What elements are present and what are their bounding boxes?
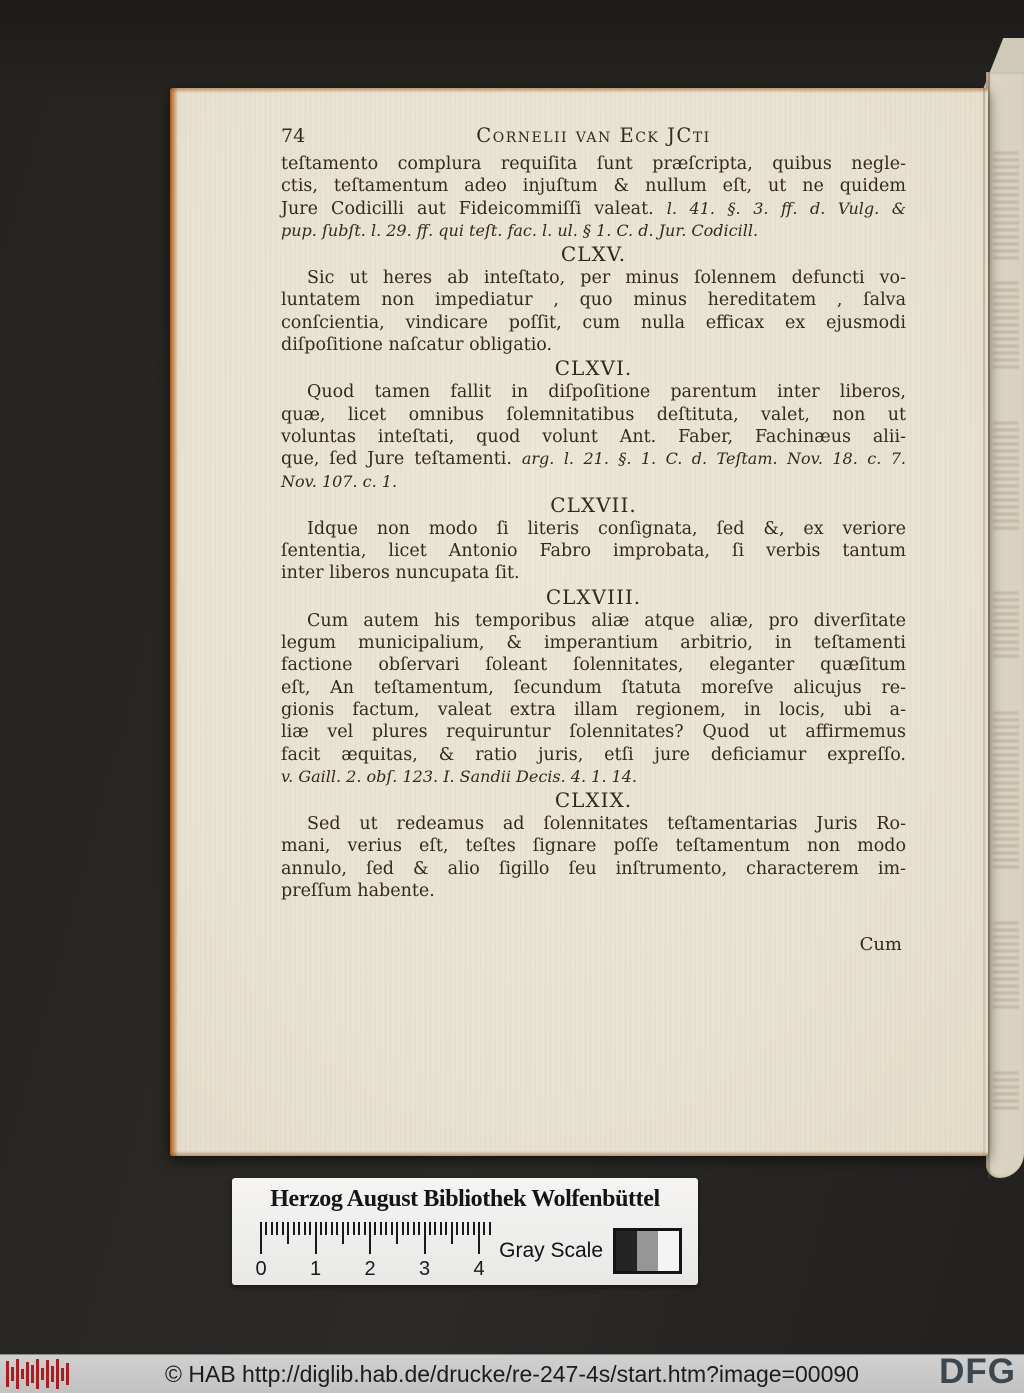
ruler-tick [429,1222,431,1235]
library-label-title: Herzog August Bibliothek Wolfenbüttel [270,1186,660,1212]
gray-swatch [637,1231,658,1271]
label-ruler-row [255,1222,682,1280]
text-line: Nov. 107. c. 1. [281,471,398,491]
ruler-number: 3 [418,1258,431,1280]
gray-swatch [616,1231,637,1271]
gray-scale-group [499,1228,682,1274]
barcode-bar [61,1368,64,1381]
text-line: Sic ut heres ab inteſtato, per minus ſolennem defuncti vo- [307,268,906,289]
ruler-number: 4 [473,1258,485,1280]
ruler-tick [369,1222,371,1254]
ruler-tick [456,1222,458,1235]
ruler-tick [424,1222,426,1254]
ruler-tick [315,1222,317,1254]
show-through-text [993,712,1019,872]
footer-bar [0,1354,1024,1393]
ruler-tick [396,1222,398,1244]
text-line: Idque non modo ſi literis conſignata, ſed &, ex veriore [307,518,906,539]
ruler-tick [325,1222,327,1235]
text-line: facit æquitas, & ratio juris, etſi jure deficiamur expreſſo. [281,744,906,765]
text-line: luntatem non impediatur , quo minus hereditatem , ſalva [281,290,906,311]
barcode-bar [11,1367,14,1381]
paragraph [281,813,906,902]
barcode-bar [51,1366,54,1382]
ruler-tick [293,1222,295,1235]
paragraph [281,153,906,242]
library-label [232,1178,698,1285]
section-heading: CLXVI. [554,356,633,381]
barcode-bar [21,1369,24,1379]
ruler-tick [276,1222,278,1235]
ruler-tick [462,1222,464,1235]
barcode-bar [16,1359,19,1389]
text-line: Jure Codicilli aut Fideicommiſſi valeat. l. 41. §. 3. ff. d. Vulg. & [281,198,907,219]
section-heading: CLXV. [560,242,627,267]
book-page [170,88,988,1156]
page-right-crease [983,88,985,1156]
ruler-tick [434,1222,436,1235]
ruler-tick [265,1222,267,1235]
gray-scale-swatches [613,1228,682,1274]
show-through-text [993,1072,1019,1112]
page-text-area [281,124,906,955]
ruler-tick [309,1222,311,1235]
ruler-number: 1 [309,1258,322,1280]
ruler-tick [331,1222,333,1235]
text-line: liæ vel plures requiruntur ſolennitates? Quod ut affirmemus [281,722,906,743]
ruler-tick [478,1222,480,1254]
copyright-url-text: © HAB http://diglib.hab.de/drucke/re-247-4s/start.htm?image=00090 [165,1360,859,1387]
text-line: teſtamento complura requiſita ſunt præſcripta, quibus negle- [281,154,906,174]
ruler-tick [451,1222,453,1244]
ruler-tick [260,1222,262,1254]
text-line: preſſum habente. [281,881,435,902]
barcode-bar [31,1365,34,1383]
ruler-tick [364,1222,366,1235]
text-line: Sed ut redeamus ad ſolennitates teſtamentarias Juris Ro- [307,814,906,835]
text-line: annulo, ſed & alio ſigillo ſeu inſtrumento, characterem im- [281,858,906,879]
barcode-bar [26,1362,29,1386]
text-line: que, ſed Jure teſtamenti. arg. l. 21. §. 1. C. d. Teſtam. Nov. 18. c. 7. [281,449,906,470]
show-through-text [993,152,1019,262]
section-heading: CLXIX. [554,788,633,813]
text-line: Cum autem his temporibus aliæ atque aliæ, pro diverſitate [307,610,906,631]
ruler-tick [298,1222,300,1235]
text-line: ctis, teſtamentum adeo injuſtum & nullum eſt, ut ne quidem [281,176,906,197]
section-heading: CLXVIII. [545,584,642,609]
ruler-tick [407,1222,409,1235]
text-line: eſt, An teſtamentum, ſecundum ſtatuta moreſve alicujus re- [281,677,906,698]
running-header: Cornelii van Eck JCti [476,124,711,147]
ruler-tick [489,1222,491,1235]
text-line: mani, verius eſt, teſtes ſignare poſſe teſtamentum non modo [281,836,906,857]
text-line: quæ, licet omnibus ſolemnitatibus deſtituta, valet, non ut [281,404,906,425]
page-edge-line [988,72,990,1178]
paragraph [281,381,906,492]
hab-barcode-logo-icon [6,1358,71,1390]
ruler-tick [342,1222,344,1244]
cm-ruler [255,1222,485,1280]
ruler-tick [358,1222,360,1235]
ruler-tick [413,1222,415,1235]
paragraph [281,610,906,788]
ruler-tick [304,1222,306,1235]
ruler-tick [385,1222,387,1235]
text-line: ſententia, licet Antonio Fabro improbata, ſi verbis tantum [281,541,906,562]
text-line: inter liberos nuncupata ſit. [281,563,520,584]
dfg-logo: DFG [939,1352,1016,1391]
ruler-tick [402,1222,404,1235]
gray-swatch [658,1231,679,1271]
show-through-text [993,282,1019,372]
ruler-number: 0 [255,1258,267,1280]
page-body-text [281,153,906,902]
text-line: conſcientia, vindicare poſſit, cum nulla efficax ex ejusmodi [281,312,906,333]
page-bottom-edge [170,1151,988,1156]
photo-top-shadow [0,0,1024,95]
barcode-bar [66,1363,69,1385]
ruler-tick [347,1222,349,1235]
barcode-bar [46,1360,49,1388]
ruler-tick [483,1222,485,1235]
running-head-row [281,124,906,150]
barcode-bar [56,1359,59,1389]
ruler-tick [445,1222,447,1235]
text-line: Quod tamen fallit in diſpoſitione parentum inter liberos, [307,382,906,403]
show-through-text [993,922,1019,1012]
text-line: diſpoſitione naſcatur obligatio. [281,335,553,356]
text-line: voluntas inteſtati, quod volunt Ant. Faber, Fachinæus alii- [281,426,906,447]
paragraph [281,518,906,585]
ruler-tick [271,1222,273,1235]
barcode-bar [6,1361,9,1387]
ruler-tick [418,1222,420,1235]
ruler-tick [353,1222,355,1235]
gray-scale-label: Gray Scale [499,1239,603,1262]
ruler-tick [467,1222,469,1235]
ruler-tick [320,1222,322,1235]
section-heading: CLXVII. [550,492,637,517]
text-line: legum municipalium, & imperantium arbitrio, in teſtamenti [281,633,906,654]
barcode-bar [41,1368,44,1380]
ruler-tick [374,1222,376,1235]
ruler-tick [336,1222,338,1235]
ruler-number: 2 [364,1258,376,1280]
paragraph [281,267,906,356]
text-line: factione obſervari ſoleant ſolennitates, eleganter quæſitum [281,655,906,676]
ruler-tick [287,1222,289,1244]
ruler-tick [380,1222,382,1235]
ruler-tick [440,1222,442,1235]
text-line: pup. ſubſt. l. 29. ff. qui teſt. fac. l. ul. § 1. C. d. Jur. Codicill. [281,220,759,240]
catchword: Cum [859,934,902,956]
ruler-tick [473,1222,475,1235]
show-through-text [993,592,1019,662]
text-line: gionis factum, valeat extra illam regionem, in locis, ubi a- [281,699,906,720]
ruler-tick [282,1222,284,1235]
page-number: 74 [281,125,306,147]
adjacent-page-edge [986,72,1024,1178]
text-line: v. Gaill. 2. obſ. 123. I. Sandii Decis. 4. 1. 14. [281,766,637,786]
barcode-bar [36,1359,39,1389]
show-through-text [993,422,1019,532]
ruler-tick [391,1222,393,1235]
